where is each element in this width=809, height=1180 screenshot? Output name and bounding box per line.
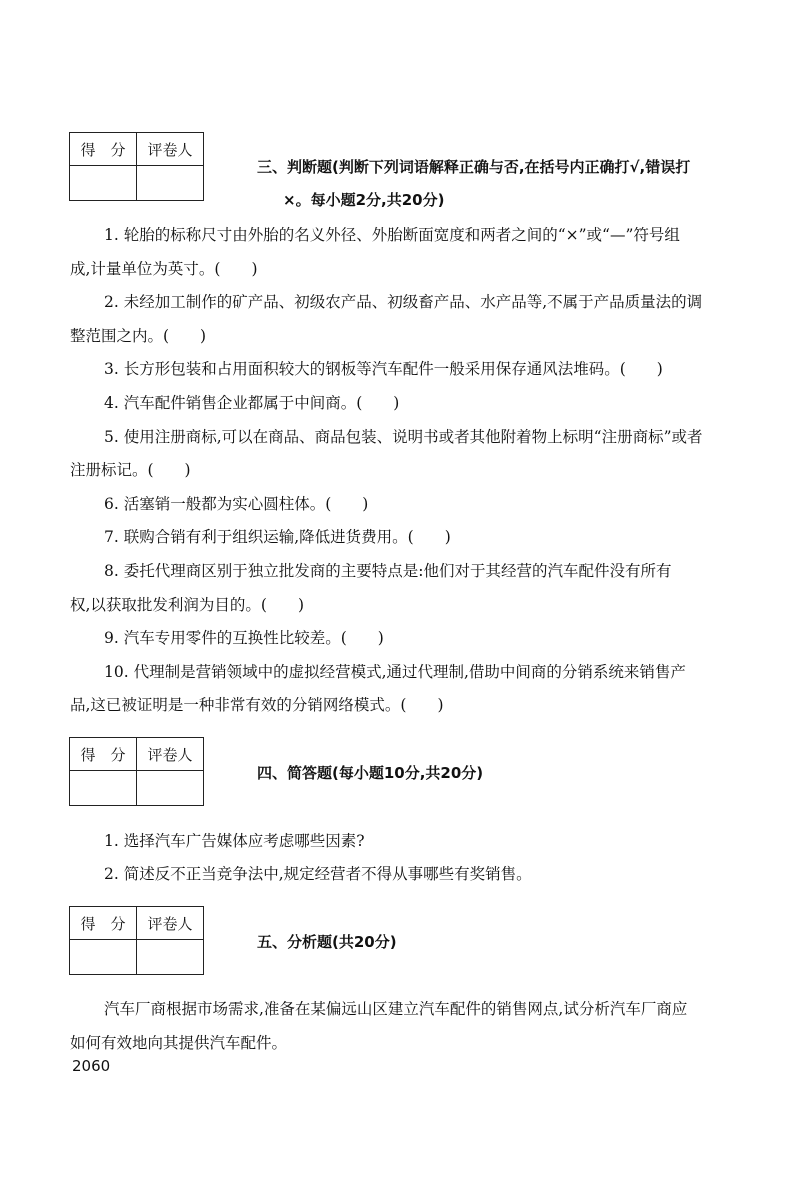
reviewer-input-cell[interactable] xyxy=(137,771,204,806)
score-box-section4 xyxy=(69,737,204,806)
score-box-section5 xyxy=(69,906,204,975)
reviewer-label: 评卷人 xyxy=(137,907,204,940)
score-label: 得 分 xyxy=(70,738,137,771)
score-input-cell[interactable] xyxy=(70,771,137,806)
s4-q2: 2. 简述反不正当竞争法中,规定经营者不得从事哪些有奖销售。 xyxy=(104,865,532,883)
q2-line2: 整范围之内。( ) xyxy=(70,327,207,345)
q4-line1: 4. 汽车配件销售企业都属于中间商。( ) xyxy=(104,394,400,412)
q5-line2: 注册标记。( ) xyxy=(70,461,191,479)
section4-title: 四、简答题(每小题10分,共20分) xyxy=(257,764,484,782)
s4-q1: 1. 选择汽车广告媒体应考虑哪些因素? xyxy=(104,832,365,850)
q1-line2: 成,计量单位为英寸。( ) xyxy=(70,260,258,278)
reviewer-input-cell[interactable] xyxy=(137,940,204,975)
page-code: 2060 xyxy=(72,1057,111,1075)
reviewer-input-cell[interactable] xyxy=(137,166,204,201)
q3-line1: 3. 长方形包装和占用面积较大的钢板等汽车配件一般采用保存通风法堆码。( ) xyxy=(104,360,663,378)
score-input-cell[interactable] xyxy=(70,940,137,975)
q2-line1: 2. 未经加工制作的矿产品、初级农产品、初级畜产品、水产品等,不属于产品质量法的调 xyxy=(104,293,703,311)
q1-line1: 1. 轮胎的标称尺寸由外胎的名义外径、外胎断面宽度和两者之间的“×”或“—”符号组 xyxy=(104,226,680,244)
q5-line1: 5. 使用注册商标,可以在商品、商品包装、说明书或者其他附着物上标明“注册商标”或者 xyxy=(104,428,703,446)
q10-line1: 10. 代理制是营销领域中的虚拟经营模式,通过代理制,借助中间商的分销系统来销售产 xyxy=(104,663,686,681)
q8-line1: 8. 委托代理商区别于独立批发商的主要特点是:他们对于其经营的汽车配件没有所有 xyxy=(104,562,672,580)
q9-line1: 9. 汽车专用零件的互换性比较差。( ) xyxy=(104,629,384,647)
section3-title-line1: 三、判断题(判断下列词语解释正确与否,在括号内正确打√,错误打 xyxy=(257,158,691,176)
section3-title-line2: ×。每小题2分,共20分) xyxy=(283,191,445,209)
score-input-cell[interactable] xyxy=(70,166,137,201)
s5-line1: 汽车厂商根据市场需求,准备在某偏远山区建立汽车配件的销售网点,试分析汽车厂商应 xyxy=(104,1000,688,1018)
section5-title: 五、分析题(共20分) xyxy=(257,933,397,951)
reviewer-label: 评卷人 xyxy=(137,738,204,771)
q7-line1: 7. 联购合销有利于组织运输,降低进货费用。( ) xyxy=(104,528,451,546)
reviewer-label: 评卷人 xyxy=(137,133,204,166)
score-box-section3 xyxy=(69,132,204,201)
score-label: 得 分 xyxy=(70,133,137,166)
q8-line2: 权,以获取批发利润为目的。( ) xyxy=(70,596,305,614)
s5-line2: 如何有效地向其提供汽车配件。 xyxy=(70,1034,288,1052)
score-label: 得 分 xyxy=(70,907,137,940)
q10-line2: 品,这已被证明是一种非常有效的分销网络模式。( ) xyxy=(70,696,444,714)
q6-line1: 6. 活塞销一般都为实心圆柱体。( ) xyxy=(104,495,369,513)
